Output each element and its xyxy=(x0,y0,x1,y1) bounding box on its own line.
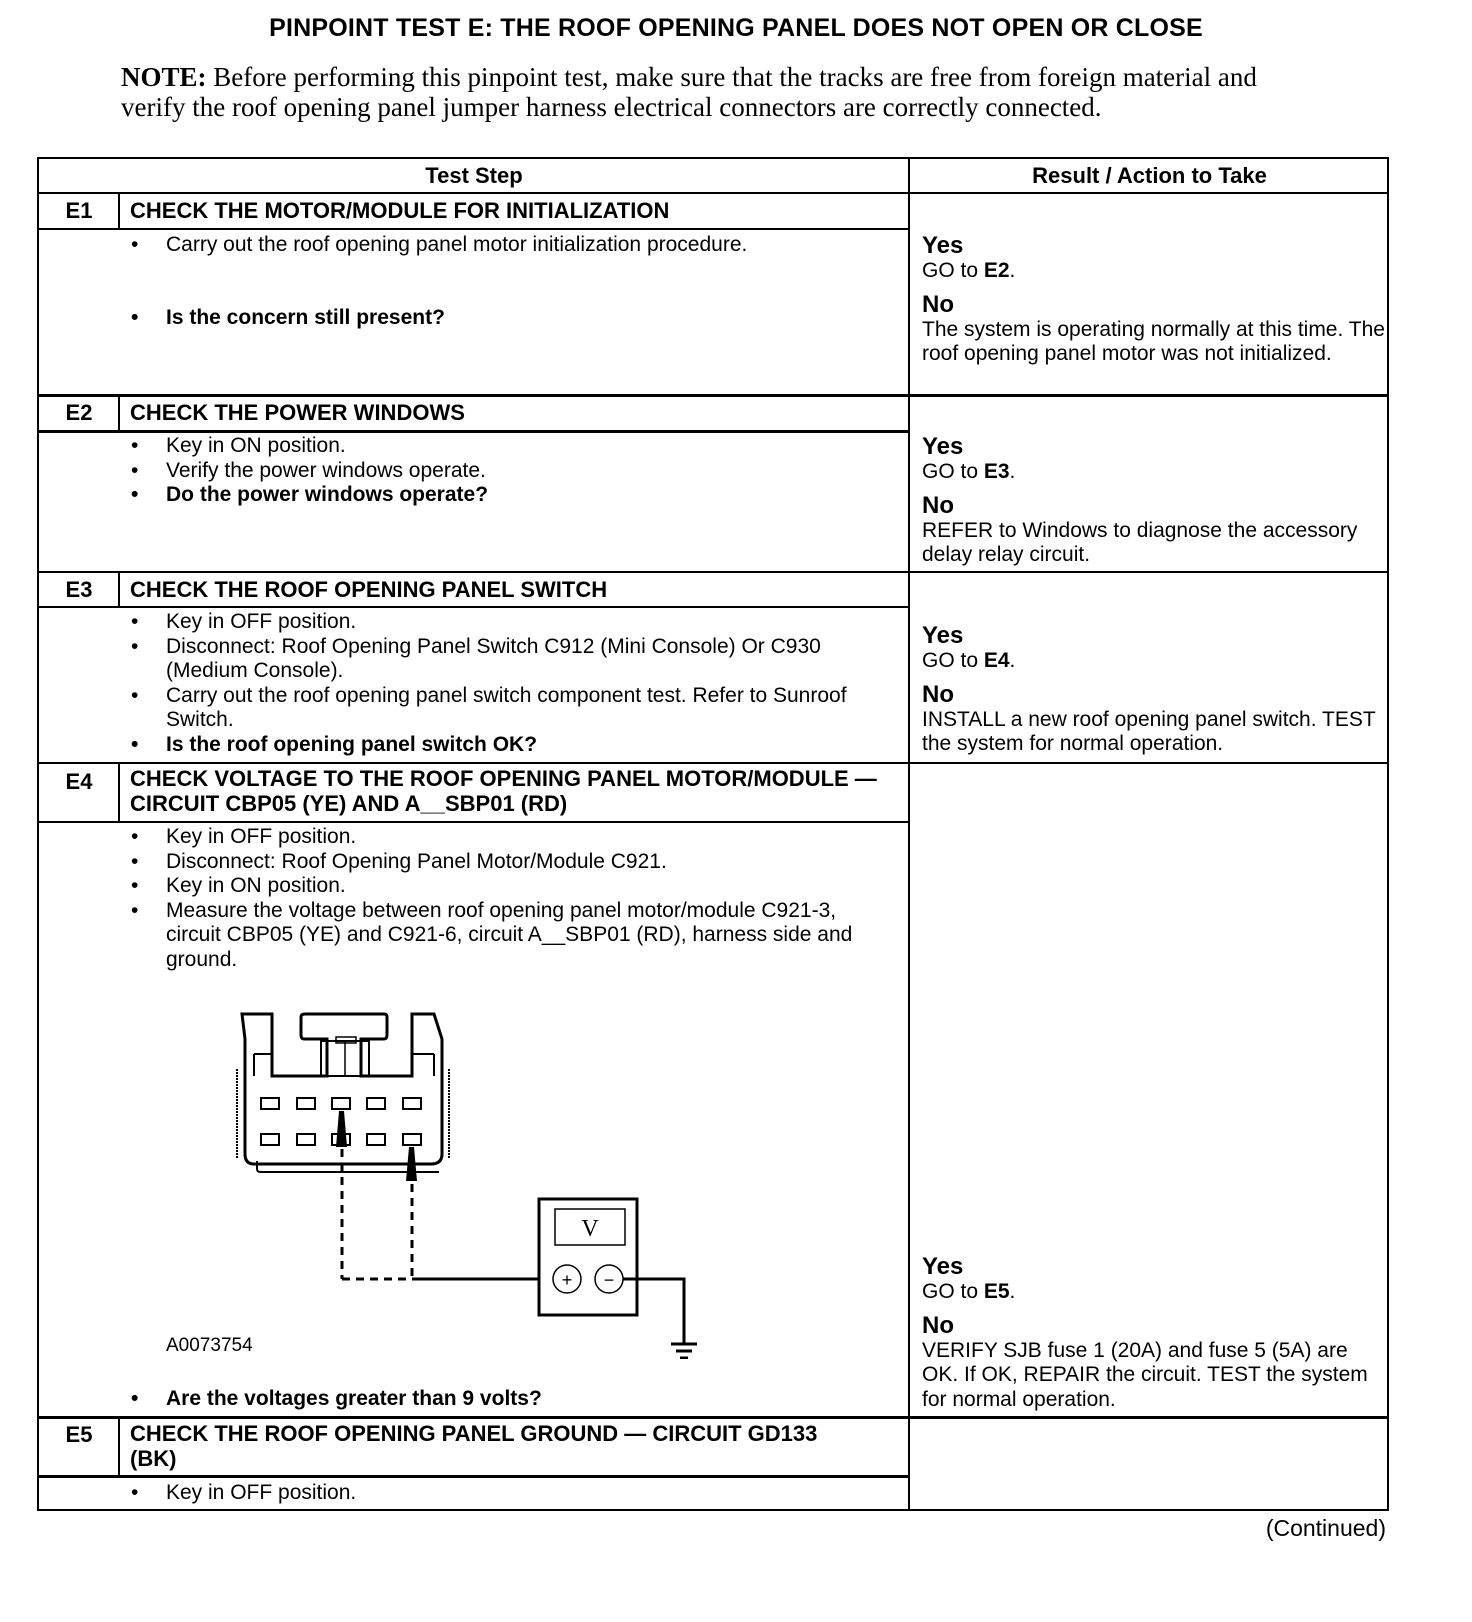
note xyxy=(121,62,1301,122)
no-label: No xyxy=(922,290,954,318)
figure-id: A0073754 xyxy=(166,1335,253,1356)
divider xyxy=(39,430,909,433)
step-result xyxy=(910,623,1388,765)
goto-link-e3[interactable]: E3 xyxy=(983,460,1010,483)
step-instruction: • Measure the voltage between roof opening panel motor/module C921-3, circuit CBP05 (YE) and C921-6, circuit A__SBP01 (RD), harness side and ground. xyxy=(120,899,890,973)
step-body xyxy=(120,1481,908,1506)
yes-action: GO to xyxy=(922,460,984,483)
step-title: CHECK THE ROOF OPENING PANEL GROUND — CIRCUIT GD133 (BK) xyxy=(130,1421,818,1471)
step-id: E2 xyxy=(65,400,93,425)
step-title: CHECK VOLTAGE TO THE ROOF OPENING PANEL MOTOR/MODULE — CIRCUIT CBP05 (YE) AND A__SBP01 (RD) xyxy=(130,766,877,816)
step-instruction: • Verify the power windows operate. xyxy=(120,459,908,484)
note-label: NOTE: xyxy=(121,62,207,92)
step-body xyxy=(120,233,908,330)
step-instruction: • Disconnect: Roof Opening Panel Motor/Module C921. xyxy=(120,850,890,875)
divider xyxy=(39,821,909,823)
step-body xyxy=(120,1387,908,1412)
yes-label: Yes xyxy=(922,232,964,259)
step-result xyxy=(910,1254,1388,1420)
yes-action: GO to xyxy=(922,1280,984,1303)
plus-sign: + xyxy=(561,1270,573,1290)
continued-label: (Continued) xyxy=(1265,1515,1386,1541)
ground-icon xyxy=(671,1344,697,1358)
no-action: REFER to Windows to diagnose the accessory delay relay circuit. xyxy=(922,518,1358,566)
yes-action: GO to xyxy=(922,649,984,672)
yes-label: Yes xyxy=(922,1253,964,1280)
divider xyxy=(39,762,1389,764)
minus-sign: − xyxy=(603,1270,615,1290)
no-action: The system is operating normally at this time. The roof opening panel motor was not initialized. xyxy=(922,317,1385,365)
header-test-step: Test Step xyxy=(425,163,523,188)
yes-label: Yes xyxy=(922,433,964,460)
note-text: Before performing this pinpoint test, make sure that the tracks are free from foreign material and verify the roof opening panel jumper harness electrical connectors are correctly connected. xyxy=(121,62,1257,122)
step-instruction: • Key in ON position. xyxy=(120,874,890,899)
goto-link-e4[interactable]: E4 xyxy=(983,649,1010,672)
meter-label: V xyxy=(581,1216,599,1242)
step-result xyxy=(910,233,1388,375)
punctuation: . xyxy=(1009,460,1016,483)
divider xyxy=(39,1416,1389,1419)
punctuation: . xyxy=(1009,259,1016,282)
voltmeter-diagram xyxy=(209,999,709,1359)
no-action: INSTALL a new roof opening panel switch. TEST the system for normal operation. xyxy=(922,707,1376,755)
step-body xyxy=(120,610,880,757)
step-instruction: • Carry out the roof opening panel switch component test. Refer to Sunroof Switch. xyxy=(120,684,880,733)
step-result xyxy=(910,434,1388,576)
step-id: E4 xyxy=(65,769,93,794)
divider xyxy=(39,1475,909,1478)
step-question: • Do the power windows operate? xyxy=(120,483,908,508)
step-title: CHECK THE MOTOR/MODULE FOR INITIALIZATION xyxy=(130,198,670,223)
step-title: CHECK THE POWER WINDOWS xyxy=(130,400,465,425)
step-instruction: • Key in ON position. xyxy=(120,434,908,459)
step-question: • Are the voltages greater than 9 volts? xyxy=(120,1387,908,1412)
step-instruction: • Disconnect: Roof Opening Panel Switch C912 (Mini Console) Or C930 (Medium Console). xyxy=(120,635,880,684)
no-action: VERIFY SJB fuse 1 (20A) and fuse 5 (5A) are OK. If OK, REPAIR the circuit. TEST the system for normal operation. xyxy=(922,1338,1368,1411)
step-instruction: • Key in OFF position. xyxy=(120,825,890,850)
step-id: E1 xyxy=(65,198,93,223)
step-instruction: • Key in OFF position. xyxy=(120,610,880,635)
no-label: No xyxy=(922,1311,954,1339)
page-title: PINPOINT TEST E: THE ROOF OPENING PANEL DOES NOT OPEN OR CLOSE xyxy=(269,14,1203,42)
divider xyxy=(39,228,909,230)
step-id: E3 xyxy=(65,577,93,602)
step-instruction: • Key in OFF position. xyxy=(120,1481,908,1506)
punctuation: . xyxy=(1009,649,1016,672)
header-result: Result / Action to Take xyxy=(1032,163,1267,188)
punctuation: . xyxy=(1009,1280,1016,1303)
step-question: • Is the concern still present? xyxy=(120,306,908,331)
step-instruction: • Carry out the roof opening panel motor initialization procedure. xyxy=(120,233,908,258)
divider xyxy=(39,606,909,608)
step-body xyxy=(120,434,908,508)
step-title: CHECK THE ROOF OPENING PANEL SWITCH xyxy=(130,577,608,602)
goto-link-e2[interactable]: E2 xyxy=(983,259,1010,282)
probe-icon xyxy=(406,1147,417,1181)
pinpoint-test-table xyxy=(37,157,1389,1511)
step-id: E5 xyxy=(65,1422,93,1447)
yes-label: Yes xyxy=(922,622,964,649)
yes-action: GO to xyxy=(922,259,984,282)
step-question: • Is the roof opening panel switch OK? xyxy=(120,733,880,758)
no-label: No xyxy=(922,680,954,708)
step-body xyxy=(120,825,890,972)
goto-link-e5[interactable]: E5 xyxy=(983,1280,1010,1303)
probe-icon xyxy=(336,1111,347,1147)
no-label: No xyxy=(922,491,954,519)
